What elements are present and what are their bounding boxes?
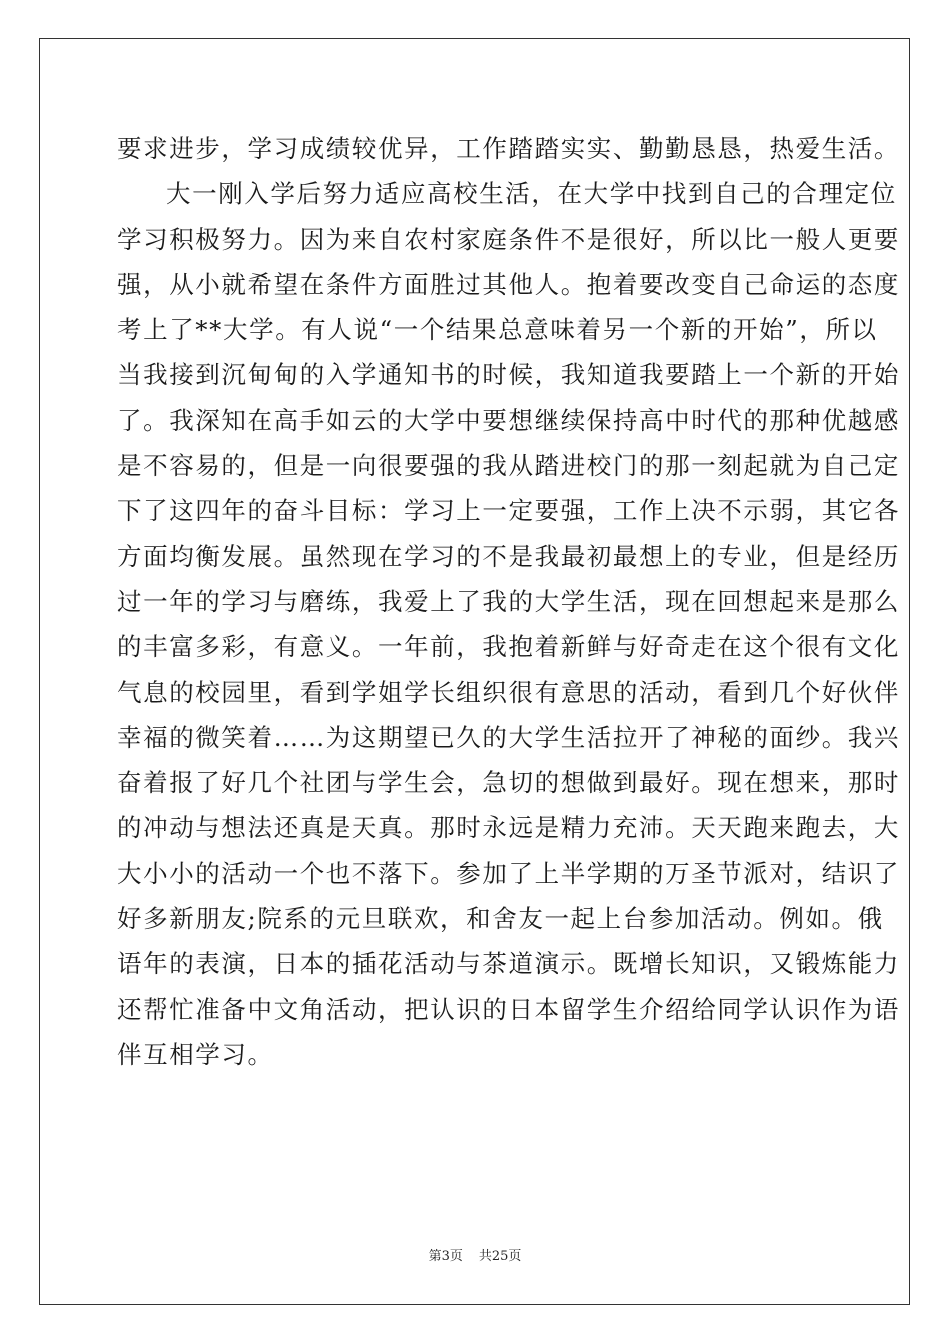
- text-line: 气息的校园里，看到学姐学长组织很有意思的活动，看到几个好伙伴: [117, 677, 900, 707]
- page-footer: [0, 1245, 950, 1264]
- total-pages: 共25页: [478, 1249, 522, 1264]
- text-line: 要求进步，学习成绩较优异，工作踏踏实实、勤勤恳恳，热爱生活。: [117, 134, 900, 163]
- text-line: 学习积极努力。因为来自农村家庭条件不是很好，所以比一般人更要: [117, 224, 900, 254]
- text-line: 过一年的学习与磨练，我爱上了我的大学生活，现在回想起来是那么: [117, 586, 900, 616]
- text-line: 是不容易的，但是一向很要强的我从踏进校门的那一刻起就为自己定: [117, 451, 900, 481]
- text-line: 当我接到沉甸甸的入学通知书的时候，我知道我要踏上一个新的开始: [117, 360, 900, 390]
- text-line: 语年的表演，日本的插花活动与茶道演示。既增长知识，又锻炼能力: [117, 949, 900, 979]
- page-number: 第3页: [428, 1249, 463, 1264]
- text-line: 的冲动与想法还真是天真。那时永远是精力充沛。天天跑来跑去，大: [117, 813, 900, 843]
- text-line: 好多新朋友;院系的元旦联欢，和舍友一起上台参加活动。例如。俄: [117, 904, 884, 934]
- text-line: 奋着报了好几个社团与学生会，急切的想做到最好。现在想来，那时: [117, 768, 900, 798]
- text-line-last: 伴互相学习。: [117, 1039, 274, 1069]
- text-line: 了。我深知在高手如云的大学中要想继续保持高中时代的那种优越感: [117, 405, 900, 435]
- text-line: 幸福的微笑着……为这期望已久的大学生活拉开了神秘的面纱。我兴: [117, 722, 900, 752]
- text-line: 的丰富多彩，有意义。一年前，我抱着新鲜与好奇走在这个很有文化: [117, 632, 900, 662]
- text-line: 下了这四年的奋斗目标：学习上一定要强，工作上决不示弱，其它各: [117, 496, 900, 526]
- text-line: 还帮忙准备中文角活动，把认识的日本留学生介绍给同学认识作为语: [117, 994, 900, 1024]
- paragraph-first-line: 大一刚入学后努力适应高校生活，在大学中找到自己的合理定位: [166, 179, 897, 209]
- text-line: 考上了**大学。有人说“一个结果总意味着另一个新的开始”，所以: [117, 315, 878, 345]
- text-line: 方面均衡发展。虽然现在学习的不是我最初最想上的专业，但是经历: [117, 541, 900, 571]
- document-body: [117, 126, 900, 1077]
- text-line: 强，从小就希望在条件方面胜过其他人。抱着要改变自己命运的态度: [117, 269, 900, 299]
- text-line: 大小小的活动一个也不落下。参加了上半学期的万圣节派对，结识了: [117, 858, 900, 888]
